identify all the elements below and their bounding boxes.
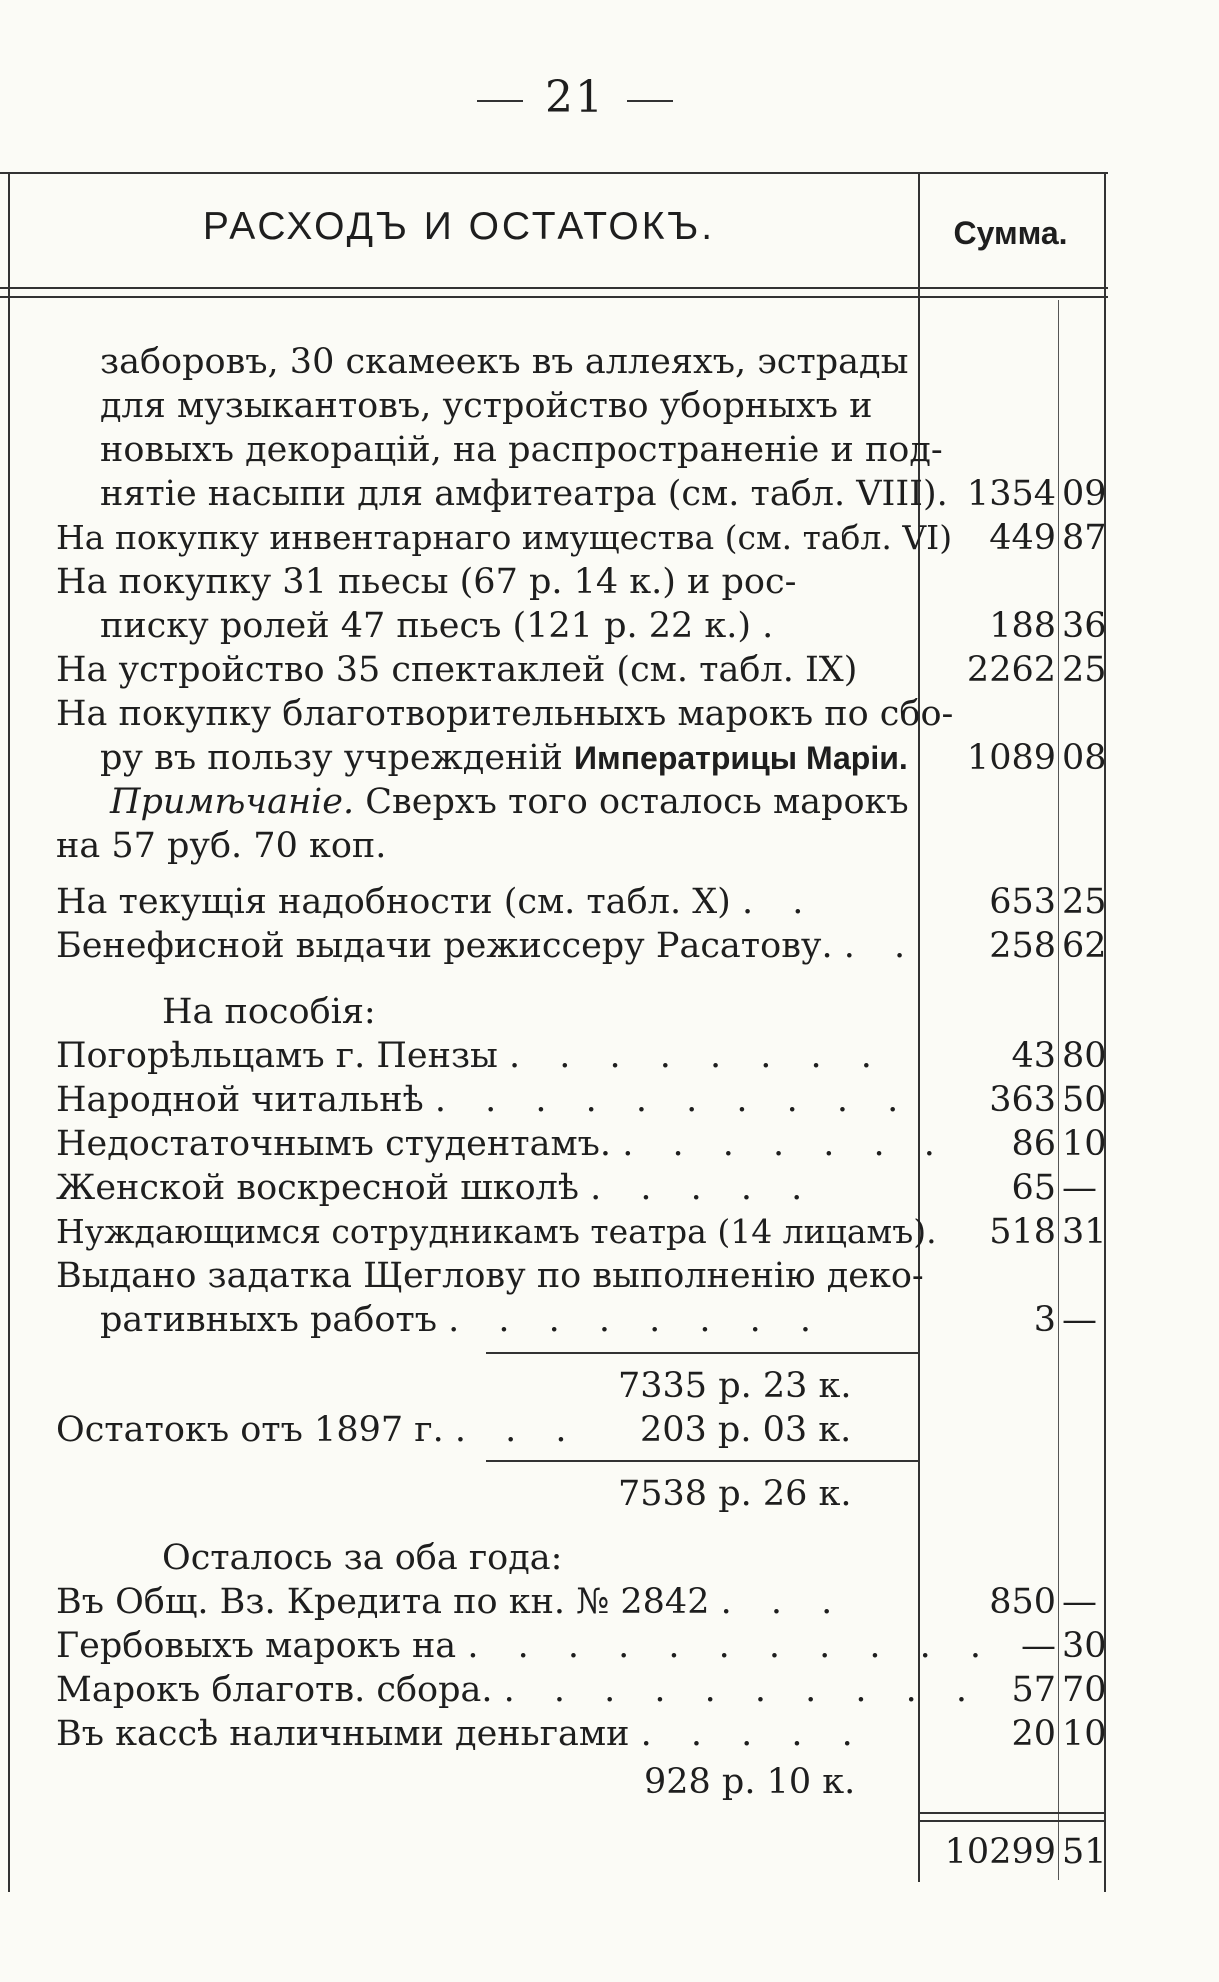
aid-kop: 80 — [1062, 1036, 1107, 1076]
aid-heading: На пособія: — [162, 992, 376, 1032]
grand-total-kop: 51 — [1062, 1832, 1107, 1872]
table-header-sum: Сумма. — [953, 215, 1068, 251]
entry-rub: 1089 — [966, 738, 1056, 778]
aid-item: Нуждающимся сотрудникамъ театра (14 лицамъ). — [56, 1212, 937, 1251]
remaining-kop: — — [1062, 1582, 1097, 1622]
note-label: Примѣчаніе. — [110, 782, 355, 822]
remaining-item: Гербовыхъ марокъ на . . . . . . . . . . . — [56, 1626, 995, 1666]
remaining-item: Въ кассѣ наличными деньгами . . . . . — [56, 1714, 867, 1754]
aid-rub: 363 — [989, 1080, 1056, 1120]
aid-item: Народной читальнѣ . . . . . . . . . . — [56, 1080, 913, 1120]
aid-item: Недостаточнымъ студентамъ. . . . . . . . — [56, 1124, 949, 1164]
aid-kop: 31 — [1062, 1212, 1107, 1252]
remaining-kop: 70 — [1062, 1670, 1107, 1710]
entry-text: ру въ пользу учрежденій — [100, 738, 563, 778]
entry-rub: 1354 — [966, 474, 1056, 514]
entry-kop: 62 — [1062, 926, 1107, 966]
aid-kop: — — [1062, 1168, 1097, 1208]
left-border — [8, 172, 10, 1892]
advance-kop: — — [1062, 1300, 1097, 1340]
entry-kop: 09 — [1062, 474, 1107, 514]
entry-text-line: На устройство 35 спектаклей (см. табл. IX) — [56, 650, 858, 690]
remaining-item: Марокъ благотв. сбора. . . . . . . . . . . — [56, 1670, 982, 1710]
grand-total-rule-2 — [918, 1820, 1104, 1822]
remaining-heading: Осталось за оба года: — [162, 1538, 563, 1578]
aid-kop: 10 — [1062, 1124, 1107, 1164]
page-number: 21 — [455, 72, 675, 123]
entry-text-line: нятіе насыпи для амфитеатра (см. табл. VIII). — [100, 474, 948, 514]
entry-kop: 36 — [1062, 606, 1107, 646]
aid-rub: 65 — [1011, 1168, 1056, 1208]
entry-text-line — [100, 736, 908, 780]
aid-rub: 86 — [1011, 1124, 1056, 1164]
advance-line: Выдано задатка Щеглову по выполненію деко- — [56, 1256, 924, 1296]
entry-text-line: заборовъ, 30 скамеекъ въ аллеяхъ, эстрады — [100, 342, 909, 382]
subtotal-1: 7335 р. 23 к. — [618, 1366, 852, 1406]
entry-kop: 87 — [1062, 518, 1107, 558]
entry-kop: 25 — [1062, 882, 1107, 922]
subtotal-rule — [486, 1460, 918, 1462]
note-text: Сверхъ того осталось марокъ — [365, 782, 909, 822]
entry-text-line: На покупку 31 пьесы (67 р. 14 к.) и рос- — [56, 562, 797, 602]
remaining-rub: — — [1021, 1626, 1056, 1666]
header-bottom-rule-2 — [0, 296, 1108, 298]
note-line — [110, 780, 909, 824]
remaining-kop: 10 — [1062, 1714, 1107, 1754]
aid-rub: 43 — [1011, 1036, 1056, 1076]
entry-text-line: На текущія надобности (см. табл. X) . . — [56, 882, 818, 922]
table-header-title: РАСХОДЪ И ОСТАТОКЪ. — [202, 205, 716, 248]
balance-1897-value: 203 р. 03 к. — [640, 1410, 852, 1450]
advance-line: ративныхъ работъ . . . . . . . . — [100, 1300, 826, 1340]
aid-kop: 50 — [1062, 1080, 1107, 1120]
remaining-total: 928 р. 10 к. — [644, 1762, 856, 1802]
entry-text-line: новыхъ декорацій, на распространеніе и под- — [100, 430, 943, 470]
entry-text-line: Бенефисной выдачи режиссеру Расатову. . . — [56, 926, 920, 966]
entry-rub: 449 — [989, 518, 1056, 558]
entry-rub: 653 — [989, 882, 1056, 922]
entry-text-line: писку ролей 47 пьесъ (121 р. 22 к.) . — [100, 606, 774, 646]
kop-column-divider — [1058, 300, 1059, 1880]
aid-rub: 518 — [989, 1212, 1056, 1252]
grand-total-rub: 10299 — [944, 1832, 1056, 1872]
remaining-rub: 850 — [989, 1582, 1056, 1622]
balance-1897: Остатокъ отъ 1897 г. . . . — [56, 1410, 581, 1450]
remaining-rub: 57 — [1011, 1670, 1056, 1710]
entry-kop: 25 — [1062, 650, 1107, 690]
subtotal-rule — [486, 1352, 918, 1354]
entry-text-line: На покупку благотворительныхъ марокъ по сбо- — [56, 694, 954, 734]
note-line: на 57 руб. 70 коп. — [56, 826, 387, 866]
aid-item: Женской воскресной школѣ . . . . . — [56, 1168, 817, 1208]
entry-text-line: для музыкантовъ, устройство уборныхъ и — [100, 386, 873, 426]
header-bottom-rule — [0, 287, 1108, 289]
entry-kop: 08 — [1062, 738, 1107, 778]
entry-bold-text: Императрицы Маріи. — [574, 740, 908, 776]
entry-text-line: На покупку инвентарнаго имущества (см. табл. VI) — [56, 518, 953, 557]
remaining-item: Въ Общ. Вз. Кредита по кн. № 2842 . . . — [56, 1582, 847, 1622]
entry-rub: 258 — [989, 926, 1056, 966]
entry-rub: 188 — [989, 606, 1056, 646]
subtotal-2: 7538 р. 26 к. — [618, 1474, 852, 1514]
aid-item: Погорѣльцамъ г. Пензы . . . . . . . . — [56, 1036, 886, 1076]
entry-rub: 2262 — [966, 650, 1056, 690]
table-top-rule — [0, 172, 1108, 174]
advance-rub: 3 — [1033, 1300, 1056, 1340]
grand-total-rule — [918, 1812, 1104, 1814]
remaining-kop: 30 — [1062, 1626, 1107, 1666]
remaining-rub: 20 — [1011, 1714, 1056, 1754]
